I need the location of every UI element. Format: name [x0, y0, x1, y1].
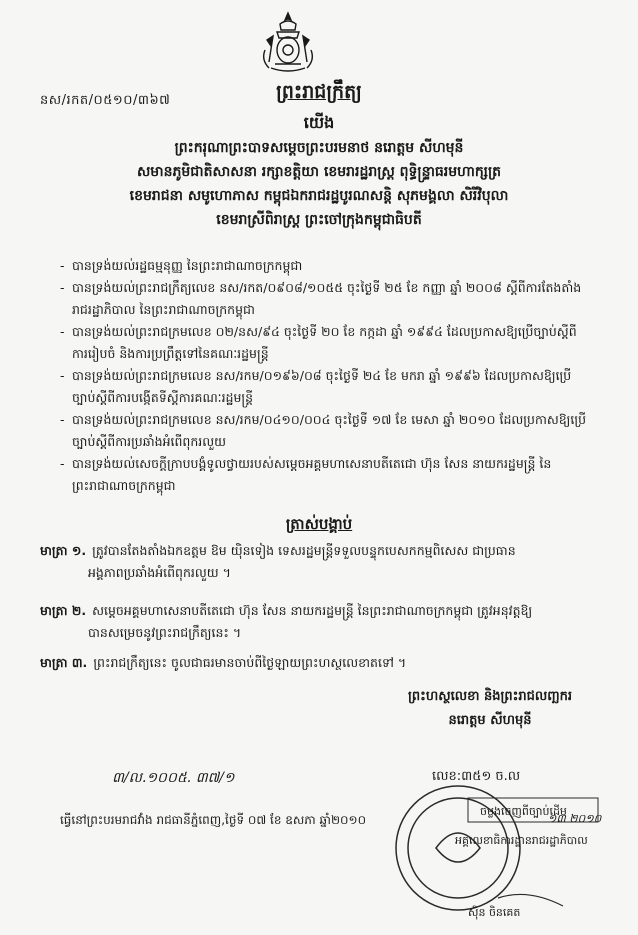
decides-heading: ត្រាស់បង្គាប់ — [285, 515, 353, 533]
consideration-item: - បានទ្រង់យល់រដ្ឋធម្មនុញ្ញ នៃព្រះរាជាណាចក្រកម្ពុជា — [60, 255, 590, 277]
consideration-item: - បានទ្រង់យល់សេចក្តីក្រាបបង្គំទូលថ្វាយរបស់សម្តេចអគ្គមហាសេនាបតីតេជោ ហ៊ុន សែន នាយករដ្ឋមន្ត្រី នៃព្រះរាជាណាចក្រកម្ពុជា — [60, 453, 590, 497]
king-title-line-2: សមានភូមិជាតិសាសនា រក្សាខត្តិយា ខេមរារដ្ឋរាស្ត្រ ពុទ្ធិន្ទ្រាធរមហាក្សត្រ — [136, 164, 502, 180]
article-head: មាត្រា ២. — [40, 603, 87, 618]
king-title-line-3: ខេមរាជនា សមូហោភាស កម្ពុជឯករាជរដ្ឋបូរណសន្តិ សុភមង្គលា សិរីវិបុលា — [129, 188, 509, 204]
consideration-item: - បានទ្រង់យល់ព្រះរាជក្រឹត្យលេខ នស/រកត/០៩០៨/១០៥៥ ចុះថ្ងៃទី ២៥ ខែ កញ្ញា ឆ្នាំ ២០០៨ ស្តីពីការតែងតាំងរាជរដ្ឋាភិបាល នៃព្រះរាជាណាចក្រកម្ពុជា — [60, 277, 590, 321]
king-title-line-4: ខេមរាស្រីពិរាស្ត្រ ព្រះចៅក្រុងកម្ពុជាធិបតី — [216, 212, 422, 228]
stamp-official-name: ស៊ិន ចិនគេត — [468, 906, 521, 919]
handwritten-reference: ៣/ល.១០០៥. ៣៧/១ — [112, 770, 235, 786]
stamp-date: ១៣ ២០១០ — [548, 812, 602, 825]
consideration-item: - បានទ្រង់យល់ព្រះរាជក្រមលេខ ០២/នស/៩៤ ចុះថ្ងៃទី ២០ ខែ កក្កដា ឆ្នាំ ១៩៩៤ ដែលប្រកាសឱ្យប្រើច្បាប់ស្តីពីការរៀបចំ និងការប្រព្រឹត្តទៅនៃគណៈរដ្ឋមន្ត្រី — [60, 321, 590, 365]
place-and-date: ធ្វើនៅព្រះបរមរាជវាំង រាជធានីភ្នំពេញ,ថ្ងៃទី ០៧ ខែ ឧសភា ឆ្នាំ២០១០ — [60, 813, 367, 827]
considerations-list — [60, 255, 590, 497]
article-head: មាត្រា ៣. — [40, 655, 88, 670]
consideration-item: - បានទ្រង់យល់ព្រះរាជក្រមលេខ នស/រកម/០១៩៦/០៨ ចុះថ្ងៃទី ២៤ ខែ មករា ឆ្នាំ ១៩៩៦ ដែលប្រកាសឱ្យប្រើច្បាប់ស្តីពីការបង្កើតទីស្តីការគណៈរដ្ឋមន្ត្រី — [60, 365, 590, 409]
article-text: ព្រះរាជក្រឹត្យនេះ ចូលជាធរមានចាប់ពីថ្ងៃឡាយព្រះហស្ថលេខាតទៅ ។ — [93, 655, 407, 670]
consideration-item: - បានទ្រង់យល់ព្រះរាជក្រមលេខ នស/រកម/០៤១០/០០៤ ចុះថ្ងៃទី ១៧ ខែ មេសា ឆ្នាំ ២០១០ ដែលប្រកាសឱ្យប្រើច្បាប់ស្តីពីការប្រឆាំងអំពើពុករលួយ — [60, 409, 590, 453]
royal-coat-of-arms-icon — [255, 10, 321, 76]
article-1 — [40, 540, 600, 584]
article-2 — [40, 600, 600, 644]
decree-title: ព្រះរាជក្រឹត្យ — [276, 81, 362, 103]
article-continuation: បានសម្រេចនូវព្រះរាជក្រឹត្យនេះ ។ — [88, 625, 242, 640]
article-head: មាត្រា ១. — [40, 543, 87, 558]
stamp-certified-text: ចម្លងចេញពីច្បាប់ដើម — [480, 805, 567, 818]
registration-number: លេខ:៣៥១ ច.ល — [432, 769, 521, 784]
article-3 — [40, 652, 600, 674]
stamp-office: អគ្គលេខាធិការដ្ឋានរាជរដ្ឋាភិបាល — [455, 834, 588, 847]
article-continuation: អង្គភាពប្រឆាំងអំពើពុករលួយ ។ — [88, 565, 231, 580]
signature-label: ព្រះហស្ថលេខា និងព្រះរាជលញ្ឆករ — [408, 689, 572, 704]
king-title-line-1: ព្រះករុណាព្រះបាទសម្តេចព្រះបរមនាថ នរោត្តម សីហមុនី — [174, 140, 464, 156]
article-text: ត្រូវបានតែងតាំងឯកឧត្តម ឱម យ៉ិនទៀង ទេសរដ្ឋមន្ត្រីទទួលបន្ទុកបេសកកម្មពិសេស ជាប្រធាន — [92, 543, 516, 558]
signatory-name: នរោត្តម សីហមុនី — [448, 713, 532, 728]
reference-number: នស/រកត/០៥១០/៣៦៧ — [40, 93, 171, 108]
article-text: សម្តេចអគ្គមហាសេនាបតីតេជោ ហ៊ុន សែន នាយករដ្ឋមន្ត្រី នៃព្រះរាជាណាចក្រកម្ពុជា ត្រូវអនុវត្តឱ្យ — [92, 603, 533, 618]
we-heading: យើង — [303, 113, 335, 132]
